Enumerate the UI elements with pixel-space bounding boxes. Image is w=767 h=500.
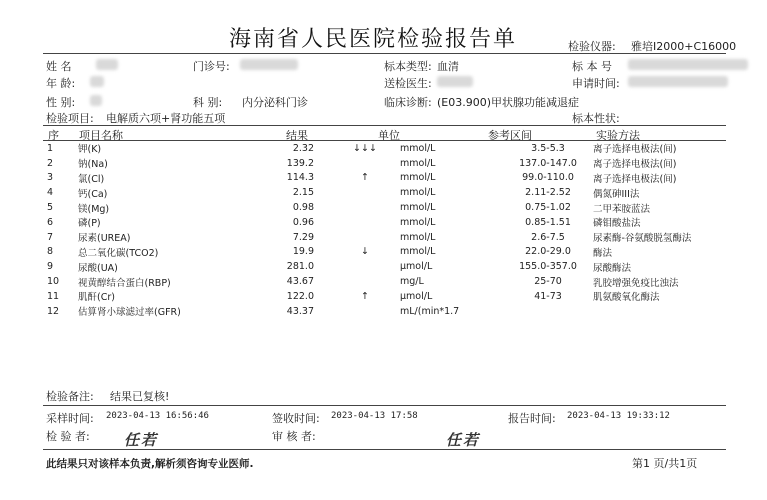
row-flag [320,274,400,289]
row-name: 钠(Na) [78,159,108,171]
redacted-age [90,76,104,87]
row-name: 估算肾小球滤过率(GFR) [78,307,181,319]
remark-label: 检验备注: [46,390,94,403]
sex-label: 性 别: [46,96,76,109]
collect-time-label: 采样时间: [46,412,94,425]
row-ref: 22.0-29.0 [525,246,571,258]
row-flag: ↑ [361,172,369,184]
report-time-label: 报告时间: [508,412,556,425]
row-result: 122.0 [286,290,314,302]
row-method: 离子选择电极法(间) [593,159,677,171]
row-name: 肌酐(Cr) [78,292,115,304]
row-name: 尿素(UREA) [78,233,131,245]
name-label: 姓 名 [46,60,72,73]
row-no: 10 [47,276,60,288]
col-header-ref: 参考区间 [488,129,532,142]
request-time-label: 申请时间: [572,77,620,90]
table-row [44,156,728,171]
row-method: 二甲苯胺蓝法 [593,203,651,215]
row-no: 5 [47,202,54,214]
table-row [44,289,728,304]
row-unit: mmol/L [400,202,436,214]
specimen-status-label: 标本性状: [572,112,620,125]
report-title: 海南省人民医院检验报告单 [229,27,518,52]
tester-signature: 任若 [124,431,159,449]
row-method: 离子选择电极法(间) [593,144,677,156]
row-ref: 2.6-7.5 [531,231,565,243]
row-result: 2.15 [292,187,314,199]
row-no: 2 [47,157,54,169]
table-row [44,215,728,230]
row-result: 43.37 [286,305,314,317]
row-ref: 3.5-5.3 [531,142,565,154]
tester-label: 检 验 者: [46,430,90,443]
table-row [44,171,728,186]
row-unit: mmol/L [400,246,436,258]
row-flag [320,156,400,171]
row-method: 酶法 [593,247,613,259]
row-flag [320,304,400,319]
row-result: 281.0 [286,261,314,273]
row-method: 离子选择电极法(间) [593,173,677,185]
row-name: 钙(Ca) [78,188,108,200]
row-ref: 155.0-357.0 [519,261,577,273]
table-row [44,259,728,274]
row-result: 19.9 [292,246,314,258]
table-row [44,245,728,260]
col-header-no: 序 [48,129,59,142]
row-ref: 25-70 [534,276,562,288]
row-method: 磷钼酸盐法 [593,218,641,230]
row-flag [320,259,400,274]
row-name: 总二氧化碳(TCO2) [78,247,159,259]
row-no: 11 [47,290,60,302]
redacted-specimen-number [628,59,748,70]
row-unit: mmol/L [400,157,436,169]
row-ref [508,304,588,319]
col-header-name: 项目名称 [79,129,123,142]
disclaimer: 此结果只对该样本负责,解析须咨询专业医师. [46,458,254,470]
row-unit: mmol/L [400,231,436,243]
collect-time-value: 2023-04-13 16:56:46 [106,411,209,421]
row-flag: ↓ [361,246,369,258]
row-ref: 41-73 [534,290,562,302]
row-result: 114.3 [286,172,314,184]
row-flag: ↓↓↓ [353,142,377,154]
row-name: 尿酸(UA) [78,262,118,274]
row-no: 12 [47,305,60,317]
instrument-value: 雅培I2000+C16000 [631,40,737,53]
row-no: 8 [47,246,54,258]
diagnosis-value: (E03.900)甲状腺功能减退症 [437,96,580,109]
row-result: 43.67 [286,276,314,288]
row-method: 偶氮砷III法 [593,188,640,200]
row-name: 磷(P) [78,218,101,230]
test-items-label: 检验项目: [46,112,94,125]
table-row [44,304,728,319]
row-name: 视黄醇结合蛋白(RBP) [78,277,171,289]
row-result: 139.2 [286,157,314,169]
row-flag [320,215,400,230]
doctor-label: 送检医生: [384,77,432,90]
row-method: 肌氨酸氧化酶法 [593,292,660,304]
receive-time-label: 签收时间: [272,412,320,425]
row-name: 钾(K) [78,144,102,156]
row-ref: 99.0-110.0 [522,172,574,184]
age-label: 年 龄: [46,77,76,90]
row-ref: 2.11-2.52 [525,187,571,199]
redacted-doctor [437,76,473,87]
col-header-unit: 单位 [378,129,400,142]
row-unit: mg/L [400,276,424,288]
row-no: 6 [47,216,54,228]
table-row [44,141,728,156]
row-flag [320,230,400,245]
row-no: 4 [47,187,54,199]
row-flag [320,185,400,200]
table-top-rule [43,125,726,126]
header-top-rule [43,53,726,54]
row-result: 0.98 [292,202,314,214]
row-ref: 137.0-147.0 [519,157,577,169]
redacted-clinic-number [240,59,298,70]
test-items-value: 电解质六项+肾功能五项 [106,112,226,125]
signature-bottom-rule [43,449,726,450]
redacted-sex [90,95,102,106]
row-unit: μmol/L [400,290,433,302]
row-name: 镁(Mg) [78,203,110,215]
table-row [44,200,728,215]
clinic-number-label: 门诊号: [193,60,230,73]
row-unit: mmol/L [400,187,436,199]
specimen-type-value: 血清 [437,60,459,73]
remark-bottom-rule [43,405,726,406]
department-label: 科 别: [193,96,223,109]
receive-time-value: 2023-04-13 17:58 [331,411,418,421]
col-header-result: 结果 [286,129,308,142]
row-flag: ↑ [361,290,369,302]
row-method: 尿酸酶法 [593,262,632,274]
results-table [44,141,728,319]
row-result: 0.96 [292,216,314,228]
reviewer-label: 审 核 者: [272,430,316,443]
row-no: 1 [47,142,54,154]
specimen-type-label: 标本类型: [384,60,432,73]
redacted-request-time [628,76,728,87]
instrument-label: 检验仪器: [568,40,616,53]
redacted-name [96,59,118,70]
row-method: 乳胶增强免疫比浊法 [593,277,679,289]
table-row [44,230,728,245]
row-no: 3 [47,172,54,184]
row-unit: μmol/L [400,261,433,273]
row-flag [320,200,400,215]
specimen-number-label: 标 本 号 [572,60,612,73]
col-header-method: 实验方法 [596,129,640,142]
table-row [44,185,728,200]
row-unit: mmol/L [400,142,436,154]
row-no: 9 [47,261,54,273]
row-name: 氯(Cl) [78,173,105,185]
row-result: 7.29 [292,231,314,243]
row-unit: mmol/L [400,172,436,184]
reviewer-signature: 任若 [446,431,481,449]
row-ref: 0.75-1.02 [525,202,571,214]
report-time-value: 2023-04-13 19:33:12 [567,411,670,421]
row-unit: mL/(min*1.7 [400,305,460,317]
results-body [44,141,728,319]
row-ref: 0.85-1.51 [525,216,571,228]
remark-value: 结果已复核! [110,390,170,403]
row-unit: mmol/L [400,216,436,228]
row-result: 2.32 [292,142,314,154]
table-row [44,274,728,289]
row-method: 尿素酶-谷氨酸脱氢酶法 [593,233,692,245]
row-no: 7 [47,231,54,243]
row-method [588,304,728,319]
page-indicator: 第1 页/共1页 [632,457,698,470]
department-value: 内分泌科门诊 [242,96,308,109]
diagnosis-label: 临床诊断: [384,96,432,109]
